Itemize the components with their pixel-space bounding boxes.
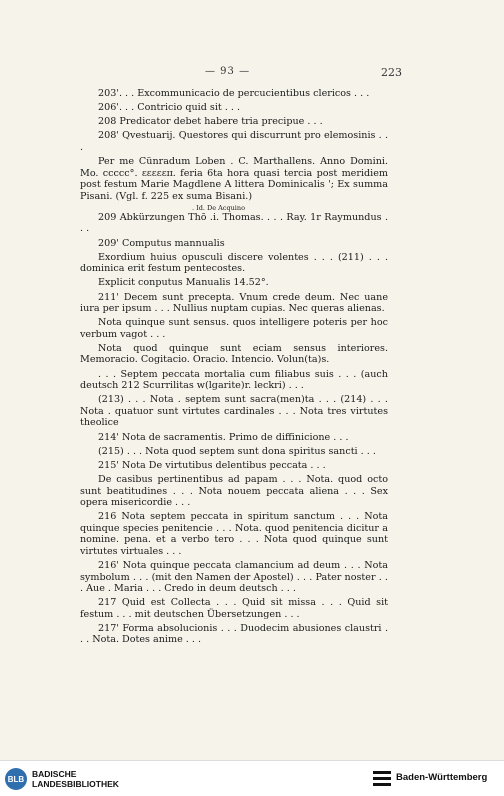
explicit: Explicit conputus Manualis 14.52°. — [98, 277, 269, 289]
entry-216: 216 Nota septem peccata in spiritum sanctum . . . Nota quinque species penitencie . . . Nota. quod penitencia dicitur a nomine. pena. et a verbo tero . . . Nota quod quinque sunt virtutes virtuales . . . — [80, 511, 388, 557]
entry-217b: 217' Forma absolucionis . . . Duodecim abusiones claustri . . . Nota. Dotes anime . . . — [80, 622, 388, 646]
annotation: . Id. De Acquino — [192, 203, 245, 212]
entry-209b: 209' Computus mannualis — [98, 237, 225, 249]
de-casibus: De casibus pertinentibus ad papam . . . Nota. quod octo sunt beatitudines . . . Nota nouem peccata aliena . . . Sex opera misericordie . . . — [80, 473, 388, 509]
page-header — [0, 66, 504, 80]
page-center-number: — 93 — — [205, 66, 251, 77]
entry-216b: 216' Nota quinque peccata clamancium ad deum . . . Nota symbolum . . . (mit den Namen der Apostel) . . . Pater noster . . . Aue . Maria . . . Credo in deum deutsch . . . — [80, 559, 388, 595]
entry-208: 208 Predicator debet habere tria precipue . . . — [98, 116, 323, 128]
septem-peccata: . . . Septem peccata mortalia cum filiabus suis . . . (auch deutsch 212 Scurrilitas w(lgarite)r. leckri) . . . — [80, 368, 388, 392]
page-number: 223 — [381, 66, 402, 79]
entry-215: (215) . . . Nota quod septem sunt dona spiritus sancti . . . — [98, 445, 376, 457]
nota-interiores: Nota quod quinque sunt eciam sensus interiores. Memoracio. Cogitacio. Oracio. Intencio. Volun(ta)s. — [80, 342, 388, 366]
lions-crest-icon[interactable] — [373, 769, 391, 787]
blb-name[interactable] — [32, 769, 119, 789]
entry-215b: 215' Nota De virtutibus delentibus peccata . . . — [98, 459, 326, 471]
entry-217: 217 Quid est Collecta . . . Quid sit missa . . . Quid sit festum . . . mit deutschen Übersetzungen . . . — [80, 597, 388, 620]
colophon: Per me Cünradum Loben . C. Marthallens. Anno Domini. Mo. ccccc°. ɛɛɛɛɛɪɪ. feria 6ta hora quasi tercia post meridiem post festum Marie Magdlene A littera Dominicalis '; Ex summa Pisani. (Vgl. f. 225 ex suma Bisani.) — [80, 156, 388, 202]
entry-214: 214' Nota de sacramentis. Primo de diffinicione . . . — [98, 431, 349, 443]
entry-209: 209 Abkürzungen Thō .i. Thomas. . . . Ray. 1r Raymundus . . . — [80, 211, 388, 235]
entry-211: 211' Decem sunt precepta. Vnum crede deum. Nec uane iura per ipsum . . . Nullius nuptam cupias. Nec queras alienas. — [80, 291, 388, 315]
blb-logo-icon[interactable]: BLB — [5, 768, 27, 790]
entry-203: 203'. . . Excommunicacio de percucientibus clericos . . . — [98, 88, 370, 99]
entry-213: (213) . . . Nota . septem sunt sacra(men)ta . . . (214) . . . Nota . quatuor sunt virtutes cardinales . . . Nota tres virtutes theolice — [80, 394, 388, 429]
entry-206: 206'. . . Contricio quid sit . . . — [98, 102, 241, 114]
nota-sensus: Nota quinque sunt sensus. quos intelligere poteris per hoc verbum vagot . . . — [80, 317, 388, 340]
exordium: Exordium huius opusculi discere volentes . . . (211) . . . dominica erit festum pentecostes. — [80, 251, 388, 275]
blb-name-line-1: BADISCHE — [32, 769, 77, 779]
blb-name-line-2: LANDESBIBLIOTHEK — [32, 779, 119, 789]
entry-208b: 208' Qvestuarij. Questores qui discurrunt pro elemosinis . . . — [80, 130, 388, 153]
body-text — [80, 88, 388, 649]
bw-name[interactable]: Baden-Württemberg — [396, 772, 488, 783]
footer-bar — [0, 760, 504, 796]
